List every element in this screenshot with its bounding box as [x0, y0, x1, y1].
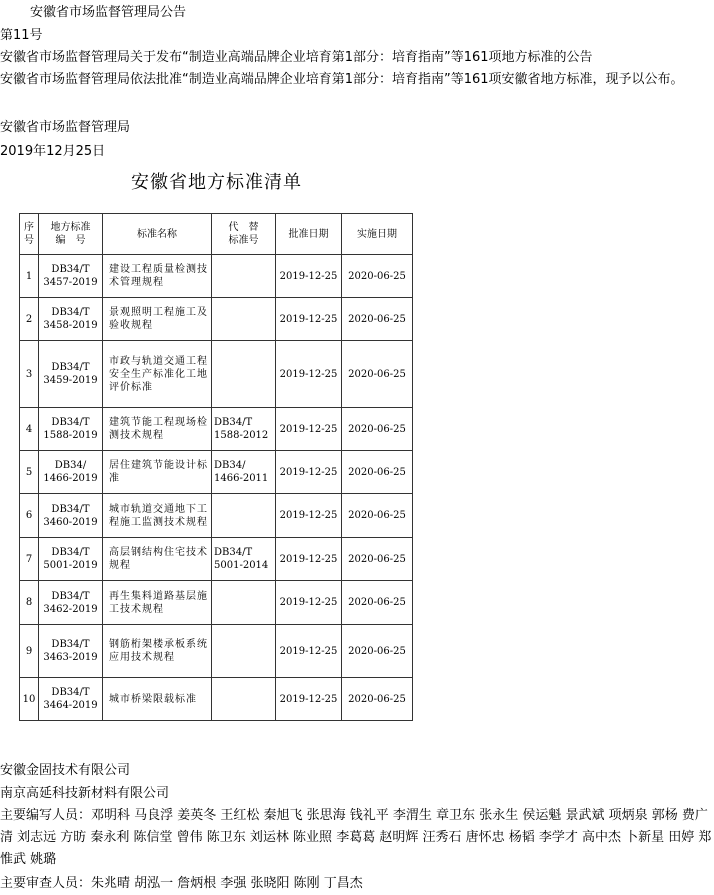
- table-row: [20, 678, 413, 721]
- header-replace: 代 替 标准号: [212, 214, 276, 255]
- row-replace: [212, 494, 276, 538]
- row-implement-date: 2020-06-25: [342, 451, 413, 494]
- row-index: 7: [20, 538, 39, 581]
- row-name: 钢筋桁架楼承板系统应用技术规程: [103, 625, 212, 678]
- row-replace: [212, 625, 276, 678]
- row-replace: [212, 255, 276, 298]
- row-index: 1: [20, 255, 39, 298]
- standards-list-title: 安徽省地方标准清单: [131, 172, 302, 193]
- row-implement-date: 2020-06-25: [342, 408, 413, 451]
- row-name: 再生集料道路基层施工技术规程: [103, 581, 212, 625]
- row-code: DB34/T 1588-2019: [39, 408, 103, 451]
- table-header-row: [20, 214, 413, 255]
- row-replace: DB34/T 1588-2012: [212, 408, 276, 451]
- header-implement-date: 实施日期: [342, 214, 413, 255]
- row-approve-date: 2019-12-25: [276, 625, 342, 678]
- table-row: [20, 581, 413, 625]
- row-code: DB34/T 3462-2019: [39, 581, 103, 625]
- footer-org-1: 安徽金固技术有限公司: [0, 763, 131, 778]
- row-approve-date: 2019-12-25: [276, 581, 342, 625]
- row-code: DB34/T 3458-2019: [39, 298, 103, 341]
- row-approve-date: 2019-12-25: [276, 451, 342, 494]
- table-row: [20, 298, 413, 341]
- row-replace: DB34/ 1466-2011: [212, 451, 276, 494]
- row-implement-date: 2020-06-25: [342, 538, 413, 581]
- row-name: 高层钢结构住宅技术规程: [103, 538, 212, 581]
- announcement-number: 第11号: [0, 28, 43, 43]
- footer-org-2: 南京高延科技新材料有限公司: [0, 786, 170, 801]
- row-implement-date: 2020-06-25: [342, 255, 413, 298]
- table-row: [20, 494, 413, 538]
- row-index: 3: [20, 341, 39, 408]
- row-replace: DB34/T 5001-2014: [212, 538, 276, 581]
- header-approve-date: 批准日期: [276, 214, 342, 255]
- row-replace: [212, 678, 276, 721]
- reviewers-list: 主要审查人员：朱兆晴 胡泓一 詹炳根 李强 张晓阳 陈刚 丁昌杰: [0, 876, 363, 891]
- row-code: DB34/T 3460-2019: [39, 494, 103, 538]
- standards-table: [19, 213, 413, 721]
- row-code: DB34/T 3459-2019: [39, 341, 103, 408]
- row-code: DB34/T 3464-2019: [39, 678, 103, 721]
- row-index: 2: [20, 298, 39, 341]
- row-code: DB34/T 5001-2019: [39, 538, 103, 581]
- row-name: 城市桥梁限载标准: [103, 678, 212, 721]
- announcement-body: 安徽省市场监督管理局依法批准“制造业高端品牌企业培育第1部分：培育指南”等161项安徽省地方标准，现予以公布。: [0, 72, 684, 87]
- announcement-org-header: 安徽省市场监督管理局公告: [30, 5, 187, 20]
- table-row: [20, 408, 413, 451]
- row-implement-date: 2020-06-25: [342, 625, 413, 678]
- row-approve-date: 2019-12-25: [276, 494, 342, 538]
- table-row: [20, 341, 413, 408]
- row-implement-date: 2020-06-25: [342, 298, 413, 341]
- row-index: 10: [20, 678, 39, 721]
- row-implement-date: 2020-06-25: [342, 581, 413, 625]
- row-code: DB34/T 3457-2019: [39, 255, 103, 298]
- row-name: 建筑节能工程现场检测技术规程: [103, 408, 212, 451]
- row-code: DB34/T 3463-2019: [39, 625, 103, 678]
- header-index: 序 号: [20, 214, 39, 255]
- row-approve-date: 2019-12-25: [276, 408, 342, 451]
- table-row: [20, 255, 413, 298]
- row-replace: [212, 298, 276, 341]
- row-replace: [212, 581, 276, 625]
- row-index: 8: [20, 581, 39, 625]
- row-approve-date: 2019-12-25: [276, 298, 342, 341]
- table-row: [20, 451, 413, 494]
- row-name: 市政与轨道交通工程安全生产标准化工地评价标准: [103, 341, 212, 408]
- row-index: 4: [20, 408, 39, 451]
- row-implement-date: 2020-06-25: [342, 341, 413, 408]
- row-implement-date: 2020-06-25: [342, 678, 413, 721]
- row-approve-date: 2019-12-25: [276, 255, 342, 298]
- row-implement-date: 2020-06-25: [342, 494, 413, 538]
- signature-date: 2019年12月25日: [0, 144, 106, 159]
- header-name: 标准名称: [103, 214, 212, 255]
- row-index: 9: [20, 625, 39, 678]
- table-row: [20, 538, 413, 581]
- row-name: 建设工程质量检测技术管理规程: [103, 255, 212, 298]
- row-approve-date: 2019-12-25: [276, 538, 342, 581]
- row-name: 居住建筑节能设计标准: [103, 451, 212, 494]
- drafters-list: 主要编写人员：邓明科 马良浮 姜英冬 王红松 秦旭飞 张思海 钱礼平 李渭生 章卫东 张永生 侯运魁 景武斌 项炳泉 郭杨 费广清 刘志远 方昉 秦永利 陈信堂 曾伟 陈卫东 刘运林 陈业照 李葛葛 赵明辉 汪秀石 唐怀忠 杨韬 李学才 高中杰 卜新星 田婷 郑惟武 姚璐: [0, 808, 712, 867]
- row-approve-date: 2019-12-25: [276, 678, 342, 721]
- row-name: 城市轨道交通地下工程施工监测技术规程: [103, 494, 212, 538]
- row-index: 6: [20, 494, 39, 538]
- row-approve-date: 2019-12-25: [276, 341, 342, 408]
- signatory: 安徽省市场监督管理局: [0, 120, 131, 135]
- row-replace: [212, 341, 276, 408]
- table-row: [20, 625, 413, 678]
- header-code: 地方标准 编 号: [39, 214, 103, 255]
- row-index: 5: [20, 451, 39, 494]
- row-name: 景观照明工程施工及验收规程: [103, 298, 212, 341]
- row-code: DB34/ 1466-2019: [39, 451, 103, 494]
- announcement-title: 安徽省市场监督管理局关于发布“制造业高端品牌企业培育第1部分：培育指南”等161项地方标准的公告: [0, 50, 593, 65]
